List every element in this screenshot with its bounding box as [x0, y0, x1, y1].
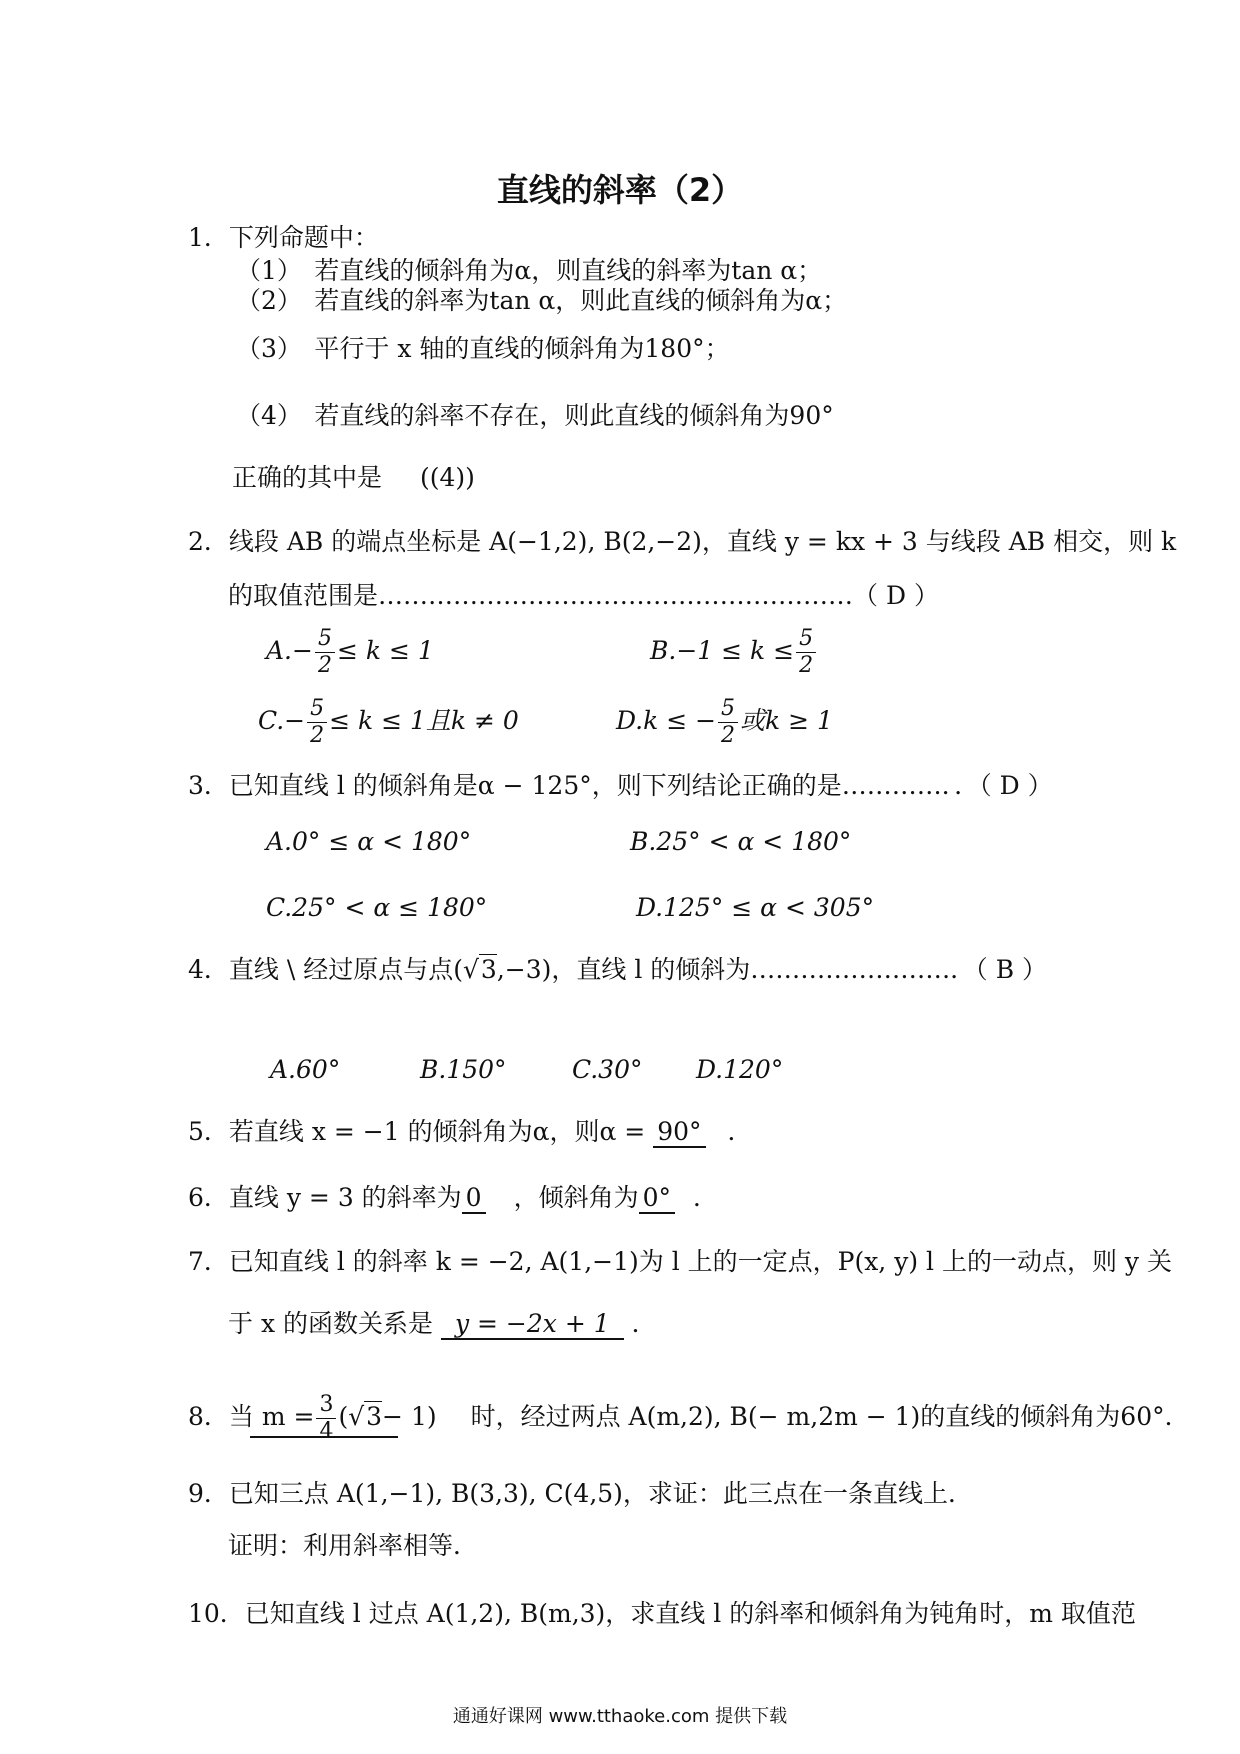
- q8-answer-underline: [250, 1436, 398, 1438]
- q1-item-1: （1） 若直线的倾斜角为α，则直线的斜率为tan α；: [236, 256, 823, 285]
- q4-option-d: D.120°: [696, 1055, 784, 1084]
- q6-answer-1: 0: [462, 1183, 486, 1214]
- page-title: 直线的斜率（2）: [496, 171, 744, 209]
- q1-item-3: （3） 平行于 x 轴的直线的倾斜角为180°；: [236, 334, 730, 363]
- q2-option-d: D.k ≤ − $\frac{5}{2}$ 或k ≥ 1: [616, 696, 833, 748]
- q7-line-2: 于 x 的函数关系是 y = −2x + 1 ．: [228, 1309, 657, 1338]
- q7-answer: y = −2x + 1: [441, 1309, 624, 1340]
- q1-item-4: （4） 若直线的斜率不存在，则此直线的倾斜角为90°: [236, 401, 834, 430]
- q1-answer-label: 正确的其中是: [232, 463, 383, 492]
- q3-option-a: A.0° ≤ α < 180°: [266, 827, 472, 856]
- q4-option-a: A.60°: [270, 1055, 341, 1084]
- q2-option-c: C.− $\frac{5}{2}$ ≤ k ≤ 1且k ≠ 0: [258, 696, 519, 748]
- q10-line-1: 10．已知直线 l 过点 A(1,2), B(m,3)，求直线 l 的斜率和倾斜角为钝角时，m 取值范: [188, 1599, 1136, 1628]
- q9-line-2: 证明：利用斜率相等．: [228, 1531, 479, 1560]
- q2-option-b: B.−1 ≤ k ≤ $\frac{5}{2}$: [650, 626, 818, 679]
- q6-line: 6．直线 y = 3 的斜率为 0 ，倾斜角为 0° ．: [188, 1183, 719, 1212]
- q2-option-a: A.− $\frac{5}{2}$ ≤ k ≤ 1: [266, 626, 434, 678]
- q1-answer: ((4)): [419, 463, 475, 492]
- q1-stem: 1．下列命题中：: [188, 223, 379, 252]
- q3-option-b: B.25° < α < 180°: [630, 827, 852, 856]
- q1-item-2: （2） 若直线的斜率为tan α，则此直线的倾斜角为α；: [236, 286, 848, 315]
- footer: 通通好课网 www.tthaoke.com 提供下载: [452, 1706, 788, 1727]
- q7-line-1: 7．已知直线 l 的斜率 k = −2, A(1,−1)为 l 上的一定点，P(x, y) l 上的一动点，则 y 关: [188, 1247, 1172, 1276]
- q8-line: 8．当 m = $\frac{3}{4}$ (√3− 1) 时，经过两点 A(m,2), B(− m,2m − 1)的直线的倾斜角为60°．: [188, 1392, 1190, 1444]
- q4-option-c: C.30°: [572, 1055, 643, 1084]
- q2-line-1: 2．线段 AB 的端点坐标是 A(−1,2), B(2,−2)，直线 y = kx + 3 与线段 AB 相交，则 k: [188, 527, 1177, 556]
- q9-line-1: 9．已知三点 A(1,−1), B(3,3), C(4,5)，求证：此三点在一条直线上．: [188, 1479, 973, 1508]
- q2-line-2: 的取值范围是…………………………………………………（ D ）: [228, 581, 939, 610]
- q6-answer-2: 0°: [639, 1183, 675, 1214]
- q3-option-c: C.25° < α ≤ 180°: [266, 893, 488, 922]
- q1-answer-row: [232, 462, 475, 494]
- q3-stem: 3．已知直线 l 的倾斜角是α − 125°，则下列结论正确的是…………．．（ D ）: [188, 771, 1053, 800]
- q5-line: 5．若直线 x = −1 的倾斜角为α，则α = 90° ．: [188, 1117, 753, 1146]
- q3-option-d: D.125° ≤ α < 305°: [636, 893, 875, 922]
- q4-stem: 4．直线 \ 经过原点与点(√3,−3)，直线 l 的倾斜为……………………．（ B ）: [188, 955, 1048, 984]
- q5-answer: 90°: [653, 1117, 705, 1148]
- q4-option-b: B.150°: [420, 1055, 507, 1084]
